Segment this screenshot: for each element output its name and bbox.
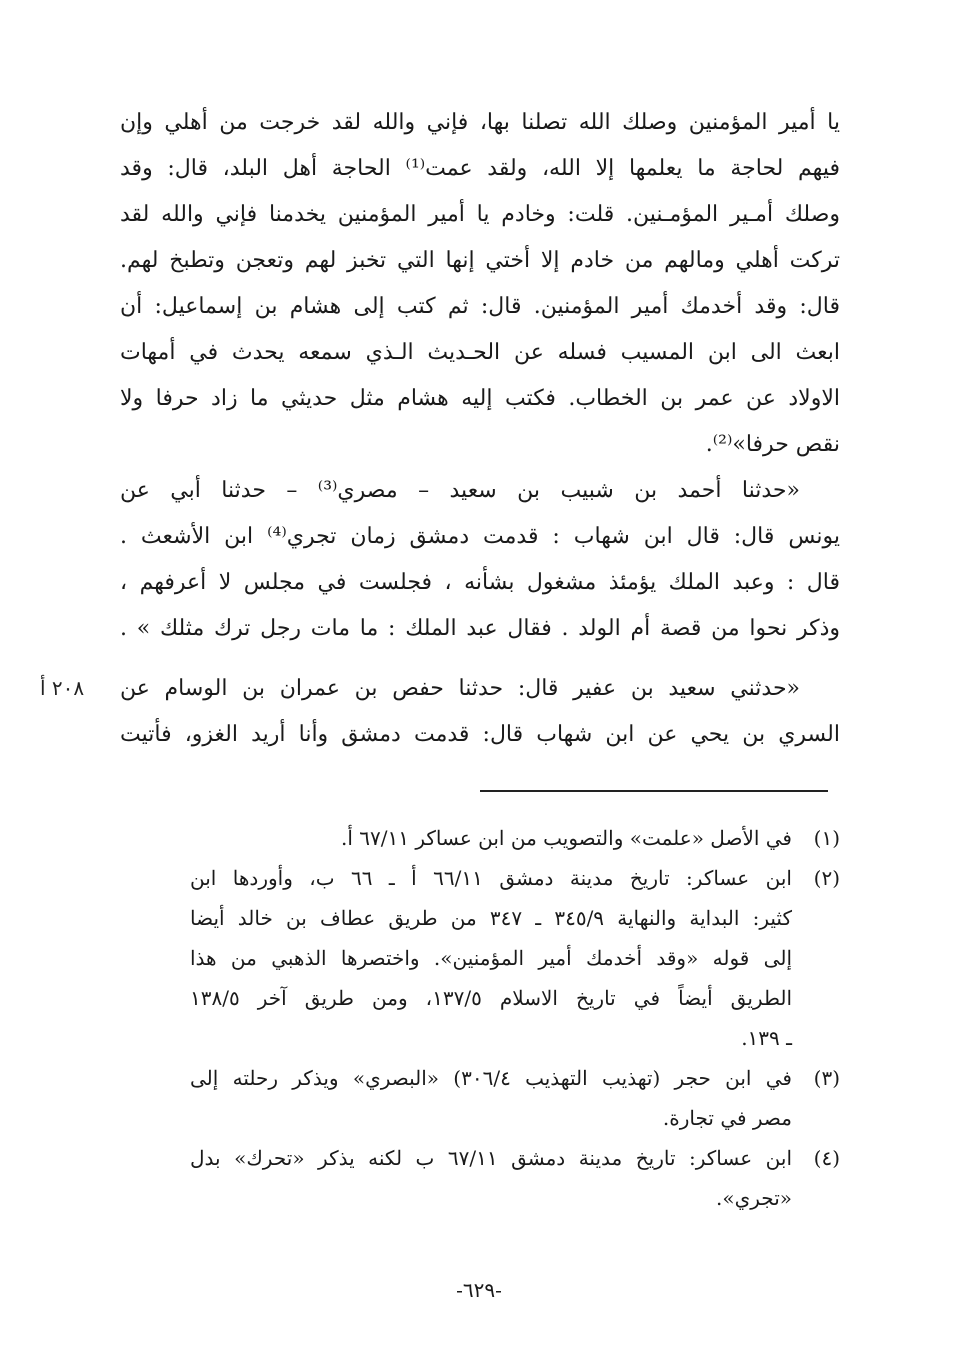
text-line: يا أمير المؤمنين وصلك الله تصلنا بها، فإني والله لقد خرجت من أهلي وإن: [120, 110, 840, 135]
text-line: قال: وقد أخدمك أمير المؤمنين. قال: ثم كتب إلى هشام بن إسماعيل: أن: [120, 294, 840, 319]
footnote-number: (٤): [813, 1146, 840, 1170]
footnote-1: [190, 818, 840, 858]
text-line: وذكر نحوا من قصة أم الولد . فقال عبد الملك : ما مات رجل ترك مثلك » .: [120, 616, 840, 641]
page-number: -٦٢٩-: [456, 1278, 502, 1302]
paragraph-spacer: [120, 652, 840, 666]
footnote-line: «تجري».: [716, 1186, 792, 1210]
footnote-line: ابن عساكر: تاريخ مدينة دمشق ٦٧/١١ ب لكنه يذكر «تحرك» بدل: [190, 1146, 792, 1170]
footnote-line: إلى قوله «وقد أخدمك أمير المؤمنين». واختصرها الذهبي من هذا: [190, 946, 792, 970]
footnote-2: [190, 858, 840, 1058]
footnote-4: [190, 1138, 840, 1218]
text-line: نقص حرفا»⁽²⁾.: [705, 432, 840, 457]
footnote-divider: [480, 790, 828, 792]
main-text: [120, 100, 840, 758]
footnote-line: في الأصل «علمت» والتصويب من ابن عساكر ٦٧/١١ أ.: [341, 826, 792, 850]
text-line: «حدثني سعيد بن عفير قال: حدثنا حفص بن عمران بن الوسام عن: [120, 676, 800, 701]
footnote-number: (٣): [813, 1066, 840, 1090]
footnote-number: (٢): [813, 866, 840, 890]
text-line: السري بن يحي عن ابن شهاب قال: قدمت دمشق وأنا أريد الغزو، فأتيت: [120, 722, 840, 747]
text-line: تركت أهلي ومالهم من خادم إلا أختي إنها التي تخبز لهم وتعجن وتطبخ لهم.: [120, 248, 840, 273]
footnote-line: مصر في تجارة.: [662, 1106, 792, 1130]
text-line: وصلك أمـير المؤمـنين. قلت: وخادم يا أمير المؤمنين يخدمنا فإني والله لقد: [120, 202, 840, 227]
text-line: الاولاد عن عمر بن الخطاب. فكتب إليه هشام مثل حديثي ما زاد حرفا ولا: [120, 386, 840, 411]
footnote-line: كثير: البداية والنهاية ٣٤٥/٩ ـ ٣٤٧ من طريق عطاف بن خالد أيضا: [190, 906, 792, 930]
footnote-line: ـ ١٣٩.: [741, 1026, 792, 1050]
footnote-line: ابن عساكر: تاريخ مدينة دمشق ٦٦/١١ أ ـ ٦٦ ب، وأوردها ابن: [190, 866, 792, 890]
text-line: «حدثنا أحمد بن شبيب بن سعيد – مصري⁽³⁾ – حدثنا أبي عن: [120, 478, 800, 503]
margin-folio-note: ٢٠٨ أ: [40, 676, 85, 700]
text-line: ابعث الى ابن المسيب فسله عن الحـديث الـذي سمعه يحدث في أمهات: [120, 340, 840, 365]
text-line: فيهم لحاجة ما يعلمها إلا الله، ولقد عمت⁽¹⁾ الحاجة أهل البلد، قال: وقد: [120, 156, 840, 181]
footnote-line: الطريق أيضاً في تاريخ الاسلام ١٣٧/٥، ومن طريق آخر ١٣٨/٥: [190, 986, 793, 1010]
footnote-3: [190, 1058, 840, 1138]
footnotes: [190, 818, 840, 1218]
footnote-line: في ابن حجر (تهذيب التهذيب ٣٠٦/٤) «البصري» ويذكر رحلته إلى: [190, 1066, 792, 1090]
footnote-number: (١): [813, 826, 840, 850]
text-line: يونس قال: قال ابن شهاب : قدمت دمشق زمان تجري⁽⁴⁾ ابن الأشعث .: [120, 524, 840, 549]
text-line: قال : وعبد الملك يؤمئذ مشغول بشأنه ، فجلست في مجلس لا أعرفهم ،: [120, 570, 840, 595]
